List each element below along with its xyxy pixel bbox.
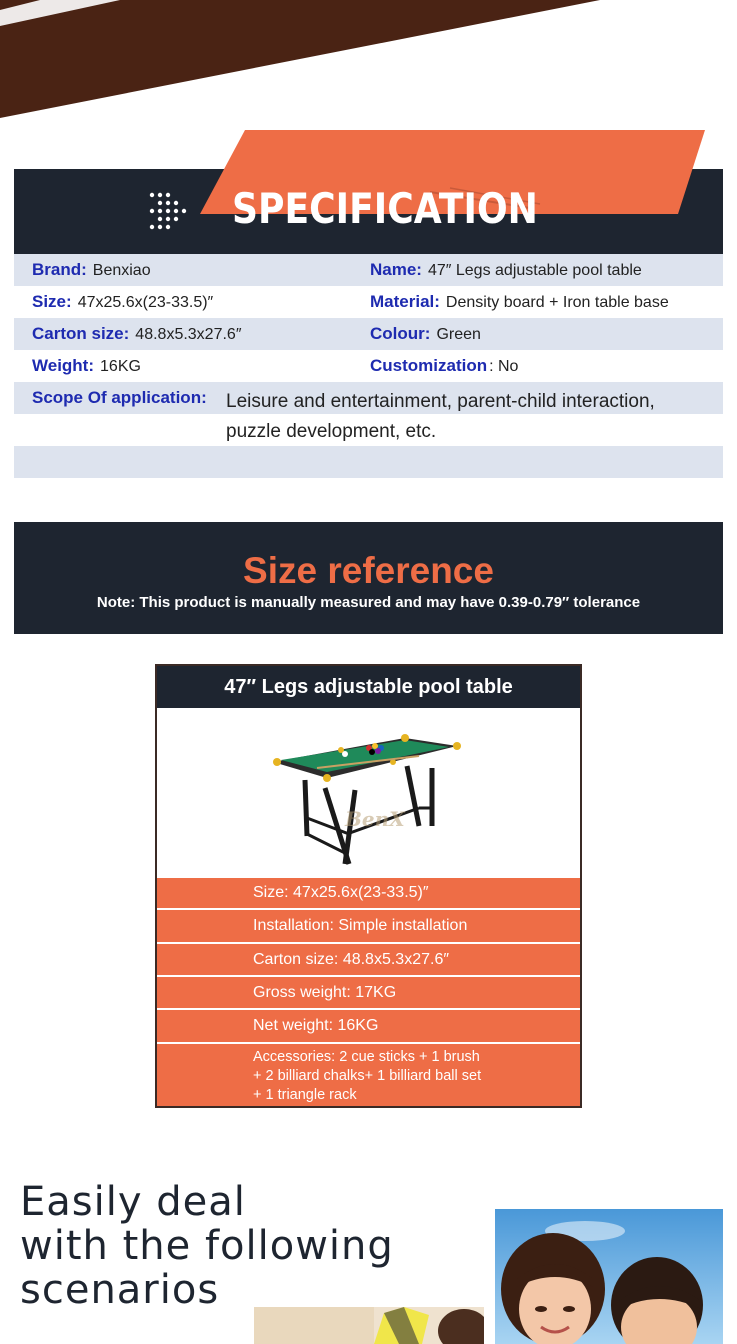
spec-title: SPECIFICATION — [232, 184, 538, 233]
scenarios-title-line: scenarios — [20, 1267, 220, 1313]
spec-label: Weight: — [32, 356, 95, 375]
spec-value: 48.8x5.3x27.6″ — [135, 326, 242, 343]
card-spec-text: Installation: Simple installation — [253, 917, 468, 934]
card-spec-text: Net weight: 16KG — [253, 1017, 379, 1034]
spec-label: Material: — [370, 292, 440, 311]
spec-label: Carton size: — [32, 324, 130, 343]
card-spec-row — [157, 944, 580, 977]
card-spec-text: Gross weight: 17KG — [253, 983, 397, 1001]
scenario-photo-small — [254, 1307, 484, 1344]
spec-label: Brand: — [32, 260, 87, 279]
spec-value: Benxiao — [92, 262, 151, 279]
scope-label: Scope Of application: — [32, 388, 207, 407]
spec-label: Customization — [370, 356, 488, 375]
card-spec-row — [157, 878, 580, 910]
card-spec-text: Size: 47x25.6x(23-33.5)″ — [253, 884, 429, 901]
spec-value: Green — [436, 326, 481, 343]
spec-label: Size: — [32, 292, 72, 311]
spec-value: : No — [489, 358, 519, 375]
spec-row-empty — [14, 446, 723, 478]
spec-row — [14, 350, 723, 382]
spec-value: 47x25.6x(23-33.5)″ — [77, 294, 214, 311]
accessories-line: Accessories: 2 cue sticks + 1 brush — [253, 1049, 480, 1065]
spec-value: Density board + Iron table base — [445, 294, 669, 311]
scenarios-title-line: Easily deal — [20, 1179, 246, 1225]
product-card — [155, 664, 582, 1108]
scenarios-title — [20, 1180, 400, 1312]
scenario-photo-children — [495, 1209, 723, 1344]
card-spec-row — [157, 1010, 580, 1044]
watermark-text: BenX — [345, 807, 405, 831]
card-accessories-row — [157, 1044, 580, 1106]
spec-value: 16KG — [100, 358, 141, 375]
pool-table-image — [157, 708, 580, 878]
size-reference-note: Note: This product is manually measured and may have 0.39-0.79″ tolerance — [96, 594, 641, 611]
spec-label: Name: — [370, 260, 422, 279]
spec-row — [14, 318, 723, 350]
product-card-title: 47″ Legs adjustable pool table — [157, 666, 580, 708]
top-decorative-band — [0, 0, 737, 130]
scope-value: Leisure and entertainment, parent-child interaction, puzzle development, etc. — [226, 391, 655, 442]
spec-value: 47″ Legs adjustable pool table — [427, 262, 642, 279]
accessories-line: + 2 billiard chalks+ 1 billiard ball set — [253, 1068, 482, 1084]
spec-row — [14, 254, 723, 286]
scenarios-title-line: with the following — [20, 1223, 394, 1269]
dot-arrow-icon — [148, 191, 188, 231]
card-spec-text: Carton size: 48.8x5.3x27.6″ — [253, 950, 449, 968]
size-reference-title: Size reference — [243, 550, 494, 591]
spec-row — [14, 286, 723, 318]
accessories-line: + 1 triangle rack — [253, 1087, 357, 1103]
card-spec-row — [157, 910, 580, 944]
card-spec-row — [157, 977, 580, 1010]
spec-label: Colour: — [370, 324, 431, 343]
